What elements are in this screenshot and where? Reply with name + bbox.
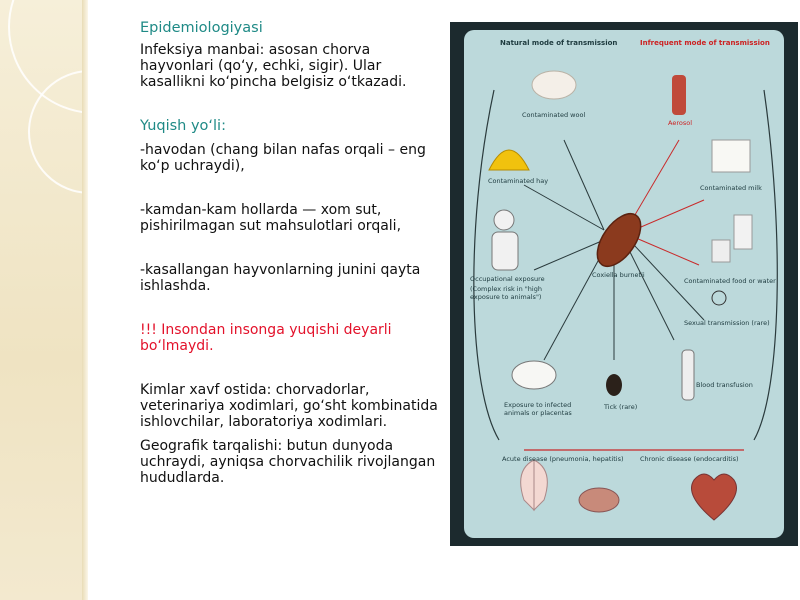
label-sexual-transmission: Sexual transmission (rare) [684,319,770,327]
label-natural-mode: Natural mode of transmission [500,39,618,47]
sheep-icon [512,361,556,389]
label-aerosol: Aerosol [668,119,693,127]
label-infrequent-mode: Infrequent mode of transmission [640,39,770,47]
paragraph-infection-source: Infeksiya manbai: asosan chorva hayvonlari (qo‘y, echki, sigir). Ular kasallikni ko‘pincha belgisiz o‘tkazadi. [140,42,407,90]
cycle-arrow-right [754,90,777,440]
paragraph-risk-groups: Kimlar xavf ostida: chorvadorlar, veterinariya xodimlari, go‘sht kombinatida ishlovchilar, laboratoriya xodimlari. [140,382,438,430]
decorative-left-strip [0,0,88,600]
text-column [140,20,440,486]
warning-text: !!! Insondan insonga yuqishi deyarli bo‘lmaydi. [140,322,392,354]
wool-icon [532,71,576,99]
sexual-transmission-icon [712,291,726,305]
worker-body-icon [492,232,518,270]
label-occupational-note: (Complex risk in "high exposure to animals") [470,285,542,301]
label-acute-disease: Acute disease (pneumonia, hepatitis) [502,455,624,463]
hay-icon [489,150,529,170]
label-occupational-exposure: Occupational exposure [470,275,545,283]
paragraph-geography: Geografik tarqalishi: butun dunyoda uchraydi, ayniqsa chorvachilik rivojlangan hududlarda. [140,438,436,486]
paragraph-raw-milk: -kamdan-kam hollarda — xom sut, pishirilmagan sut mahsulotlari orqali, [140,202,402,234]
heart-icon [692,474,737,520]
dairy-icon [712,240,730,262]
aerosol-icon [672,75,686,115]
lungs-icon [521,460,548,510]
paragraph-airborne: -havodan (chang bilan nafas orqali – eng ko‘p uchraydi), [140,142,426,174]
label-contaminated-hay: Contaminated hay [488,177,549,185]
infrequent-arrows [629,140,704,265]
label-blood-transfusion: Blood transfusion [696,381,753,389]
label-contaminated-wool: Contaminated wool [522,111,586,119]
label-contaminated-food: Contaminated food or water [684,277,776,285]
tick-icon [606,374,622,396]
transmission-figure [450,22,798,546]
milk-icon [712,140,750,172]
label-tick: Tick (rare) [604,403,638,411]
carton-icon [734,215,752,249]
label-chronic-disease: Chronic disease (endocarditis) [640,455,739,463]
label-infected-animals: Exposure to infected animals or placentas [504,401,572,417]
paragraph-wool: -kasallangan hayvonlarning junini qayta ishlashda. [140,262,421,294]
strip-edge [82,0,88,600]
heading-epidemiology: Epidemiologiyasi [140,20,263,36]
heading-transmission: Yuqish yo‘li: [140,118,226,134]
label-coxiella: Coxiella burnetii [592,271,645,279]
transfusion-icon [682,350,694,400]
worker-head-icon [494,210,514,230]
liver-icon [579,488,619,512]
figure-panel [464,30,784,538]
label-contaminated-milk: Contaminated milk [700,184,762,192]
